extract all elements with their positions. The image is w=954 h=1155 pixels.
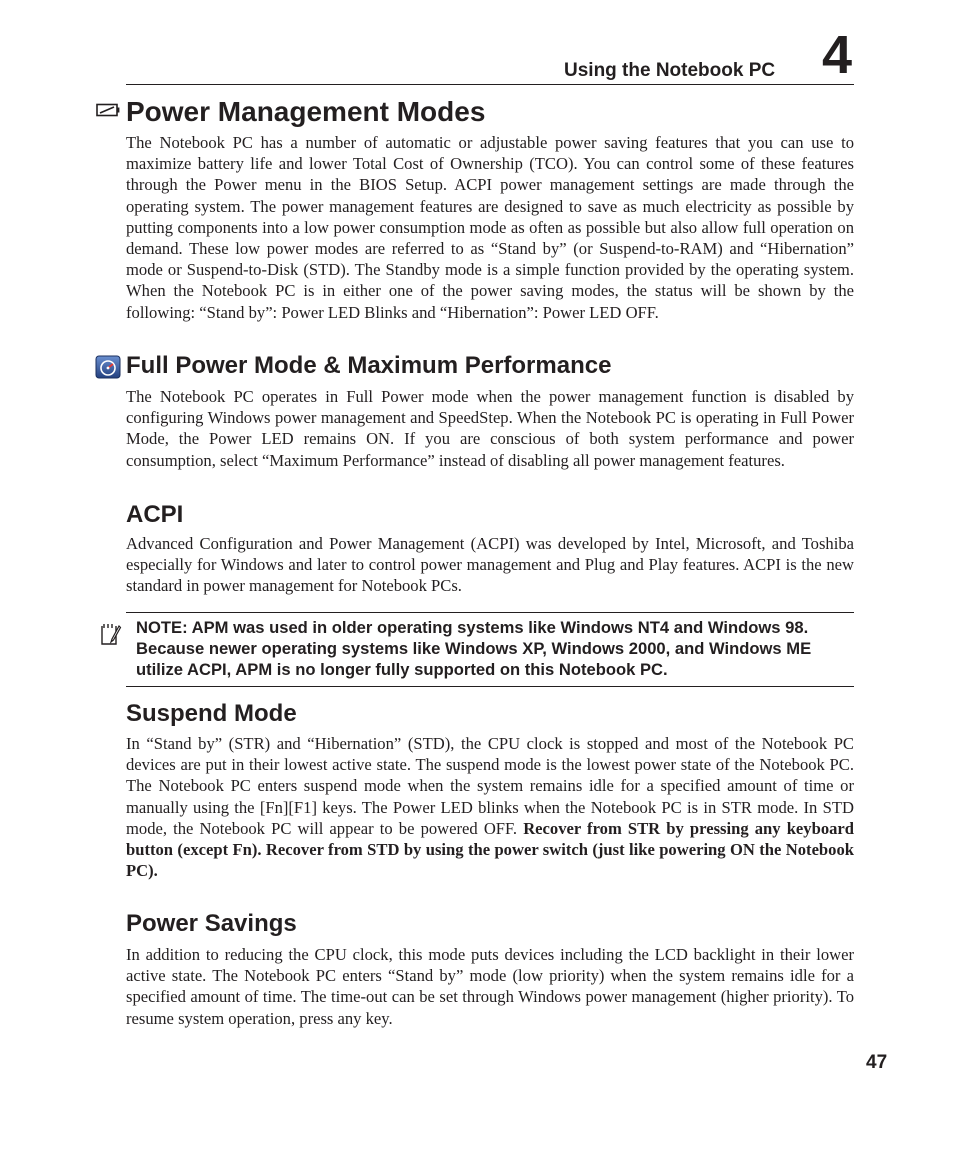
battery-icon bbox=[96, 103, 120, 122]
note-bottom-rule bbox=[126, 686, 854, 687]
note-top-rule bbox=[126, 612, 854, 613]
section-title-power-management: Power Management Modes bbox=[126, 96, 486, 127]
power-management-body: The Notebook PC has a number of automatic or adjustable power saving features that you can use to maximize battery life and lower Total Cost of Ownership (TCO). You can control some of these features through the Power menu in the BIOS Setup. ACPI power management settings are made through the operating system. The power management features are designed to save as much electricity as possible by putting components into a low power consumption mode as often as possible but also allow full operation on demand. These low power modes are referred to as “Stand by” (or Suspend-to-RAM) and “Hibernation” mode or Suspend-to-Disk (STD). The Standby mode is a simple function provided by the operating system. When the Notebook PC is in either one of the power saving modes, the status will be shown by the following: “Stand by”: Power LED Blinks and “Hibernation”: Power LED OFF. bbox=[126, 133, 854, 322]
page-number: 47 bbox=[866, 1052, 888, 1073]
full-power-body: The Notebook PC operates in Full Power mode when the power management function is disabled by configuring Windows power management and SpeedStep. When the Notebook PC is operating in Full Power Mode, the Power LED remains ON. If you are conscious of both system performance and power consumption, select “Maximum Performance” instead of disabling all power management features. bbox=[126, 387, 854, 470]
suspend-body bbox=[126, 733, 854, 881]
section-title-power-savings: Power Savings bbox=[126, 910, 297, 937]
chapter-number: 4 bbox=[822, 25, 853, 85]
note-text: NOTE: APM was used in older operating systems like Windows NT4 and Windows 98. Because newer operating systems like Windows XP, Windows 2000, and Windows ME utilize ACPI, APM is no longer fully supported on this Notebook PC. bbox=[136, 618, 812, 679]
header-rule bbox=[126, 84, 854, 85]
performance-gauge-icon bbox=[95, 355, 121, 384]
section-title-acpi: ACPI bbox=[126, 501, 184, 528]
power-savings-body: In addition to reducing the CPU clock, this mode puts devices including the LCD backlight in their lower active state. The Notebook PC enters “Stand by” mode (low priority) when the system remains idle for a specified amount of time. The time-out can be set through Windows power management (higher priority). To resume system operation, press any key. bbox=[126, 945, 854, 1028]
suspend-body-bold: Recover from STR by pressing any keyboard button (except Fn). Recover from STD by using the power switch (just like powering ON the Notebook PC). bbox=[126, 818, 855, 881]
notepad-icon bbox=[99, 622, 123, 651]
section-title-suspend-mode: Suspend Mode bbox=[126, 700, 297, 727]
acpi-body: Advanced Configuration and Power Management (ACPI) was developed by Intel, Microsoft, and Toshiba especially for Windows and later to control power management and Plug and Play features. ACPI is the new standard in power management for Notebook PCs. bbox=[126, 534, 854, 596]
suspend-body-text: In “Stand by” (STR) and “Hibernation” (STD), the CPU clock is stopped and most of the Notebook PC devices are put in their lowest active state. The suspend mode is the lowest power state of the Notebook PC. The Notebook PC enters suspend mode when the system remains idle for a specified amount of time or manually using the [Fn][F1] keys. The Power LED blinks when the Notebook PC is in STR mode. In STD mode, the Notebook PC will appear to be powered OFF. bbox=[126, 734, 854, 838]
header-section-title: Using the Notebook PC bbox=[564, 60, 776, 81]
section-title-full-power: Full Power Mode & Maximum Performance bbox=[126, 352, 612, 379]
